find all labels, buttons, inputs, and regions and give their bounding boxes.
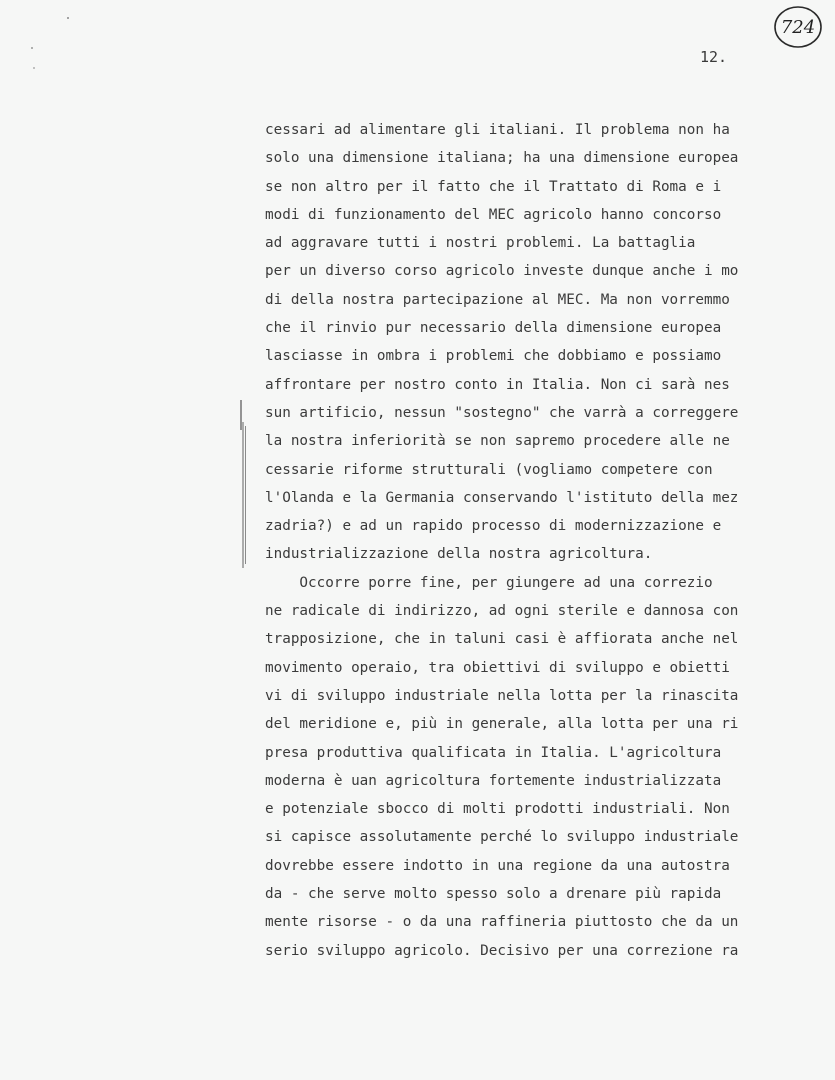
text-line: se non altro per il fatto che il Trattato di Roma e i xyxy=(265,178,722,195)
text-line: che il rinvio pur necessario della dimensione europea xyxy=(265,320,722,337)
text-line: mente risorse - o da una raffineria piuttosto che da un xyxy=(265,914,739,931)
text-line: serio sviluppo agricolo. Decisivo per una correzione ra xyxy=(265,942,739,959)
archive-stamp xyxy=(772,4,824,50)
text-line: lasciasse in ombra i problemi che dobbiamo e possiamo xyxy=(265,348,722,365)
typewritten-body xyxy=(265,116,825,965)
text-line: da - che serve molto spesso solo a drenare più rapida xyxy=(265,886,722,903)
text-line: affrontare per nostro conto in Italia. Non ci sarà nes xyxy=(265,376,730,393)
text-line: zadria?) e ad un rapido processo di modernizzazione e xyxy=(265,518,722,535)
text-line: si capisce assolutamente perché lo sviluppo industriale xyxy=(265,829,739,846)
text-line: l'Olanda e la Germania conservando l'istituto della mez xyxy=(265,489,739,506)
text-line: vi di sviluppo industriale nella lotta per la rinascita xyxy=(265,687,739,704)
text-line: sun artificio, nessun "sostegno" che varrà a correggere xyxy=(265,404,739,421)
text-line: trapposizione, che in taluni casi è affiorata anche nel xyxy=(265,631,739,648)
archive-stamp-number: 724 xyxy=(780,16,816,38)
text-line: presa produttiva qualificata in Italia. L'agricoltura xyxy=(265,744,722,761)
text-line: e potenziale sbocco di molti prodotti industriali. Non xyxy=(265,801,730,818)
text-line: dovrebbe essere indotto in una regione da una autostra xyxy=(265,857,730,874)
text-line: cessari ad alimentare gli italiani. Il problema non ha xyxy=(265,122,730,138)
page-number: 12. xyxy=(700,48,728,66)
text-line: industrializzazione della nostra agricoltura. xyxy=(265,546,653,563)
text-line: modi di funzionamento del MEC agricolo hanno concorso xyxy=(265,206,722,223)
margin-bracket-mark xyxy=(238,400,248,568)
text-line: del meridione e, più in generale, alla lotta per una ri xyxy=(265,716,739,733)
text-line: moderna è uan agricoltura fortemente industrializzata xyxy=(265,772,722,789)
text-line: movimento operaio, tra obiettivi di sviluppo e obietti xyxy=(265,659,730,676)
text-line: ad aggravare tutti i nostri problemi. La battaglia xyxy=(265,235,696,252)
text-line: cessarie riforme strutturali (vogliamo competere con xyxy=(265,461,713,478)
text-line: ne radicale di indirizzo, ad ogni sterile e dannosa con xyxy=(265,603,739,620)
paper-specks xyxy=(20,10,80,80)
text-line: solo una dimensione italiana; ha una dimensione europea xyxy=(265,150,739,167)
text-line: la nostra inferiorità se non sapremo procedere alle ne xyxy=(265,433,730,450)
text-line: Occorre porre fine, per giungere ad una correzio xyxy=(265,574,713,591)
text-line: per un diverso corso agricolo investe dunque anche i mo xyxy=(265,263,739,280)
text-line: di della nostra partecipazione al MEC. Ma non vorremmo xyxy=(265,291,730,308)
